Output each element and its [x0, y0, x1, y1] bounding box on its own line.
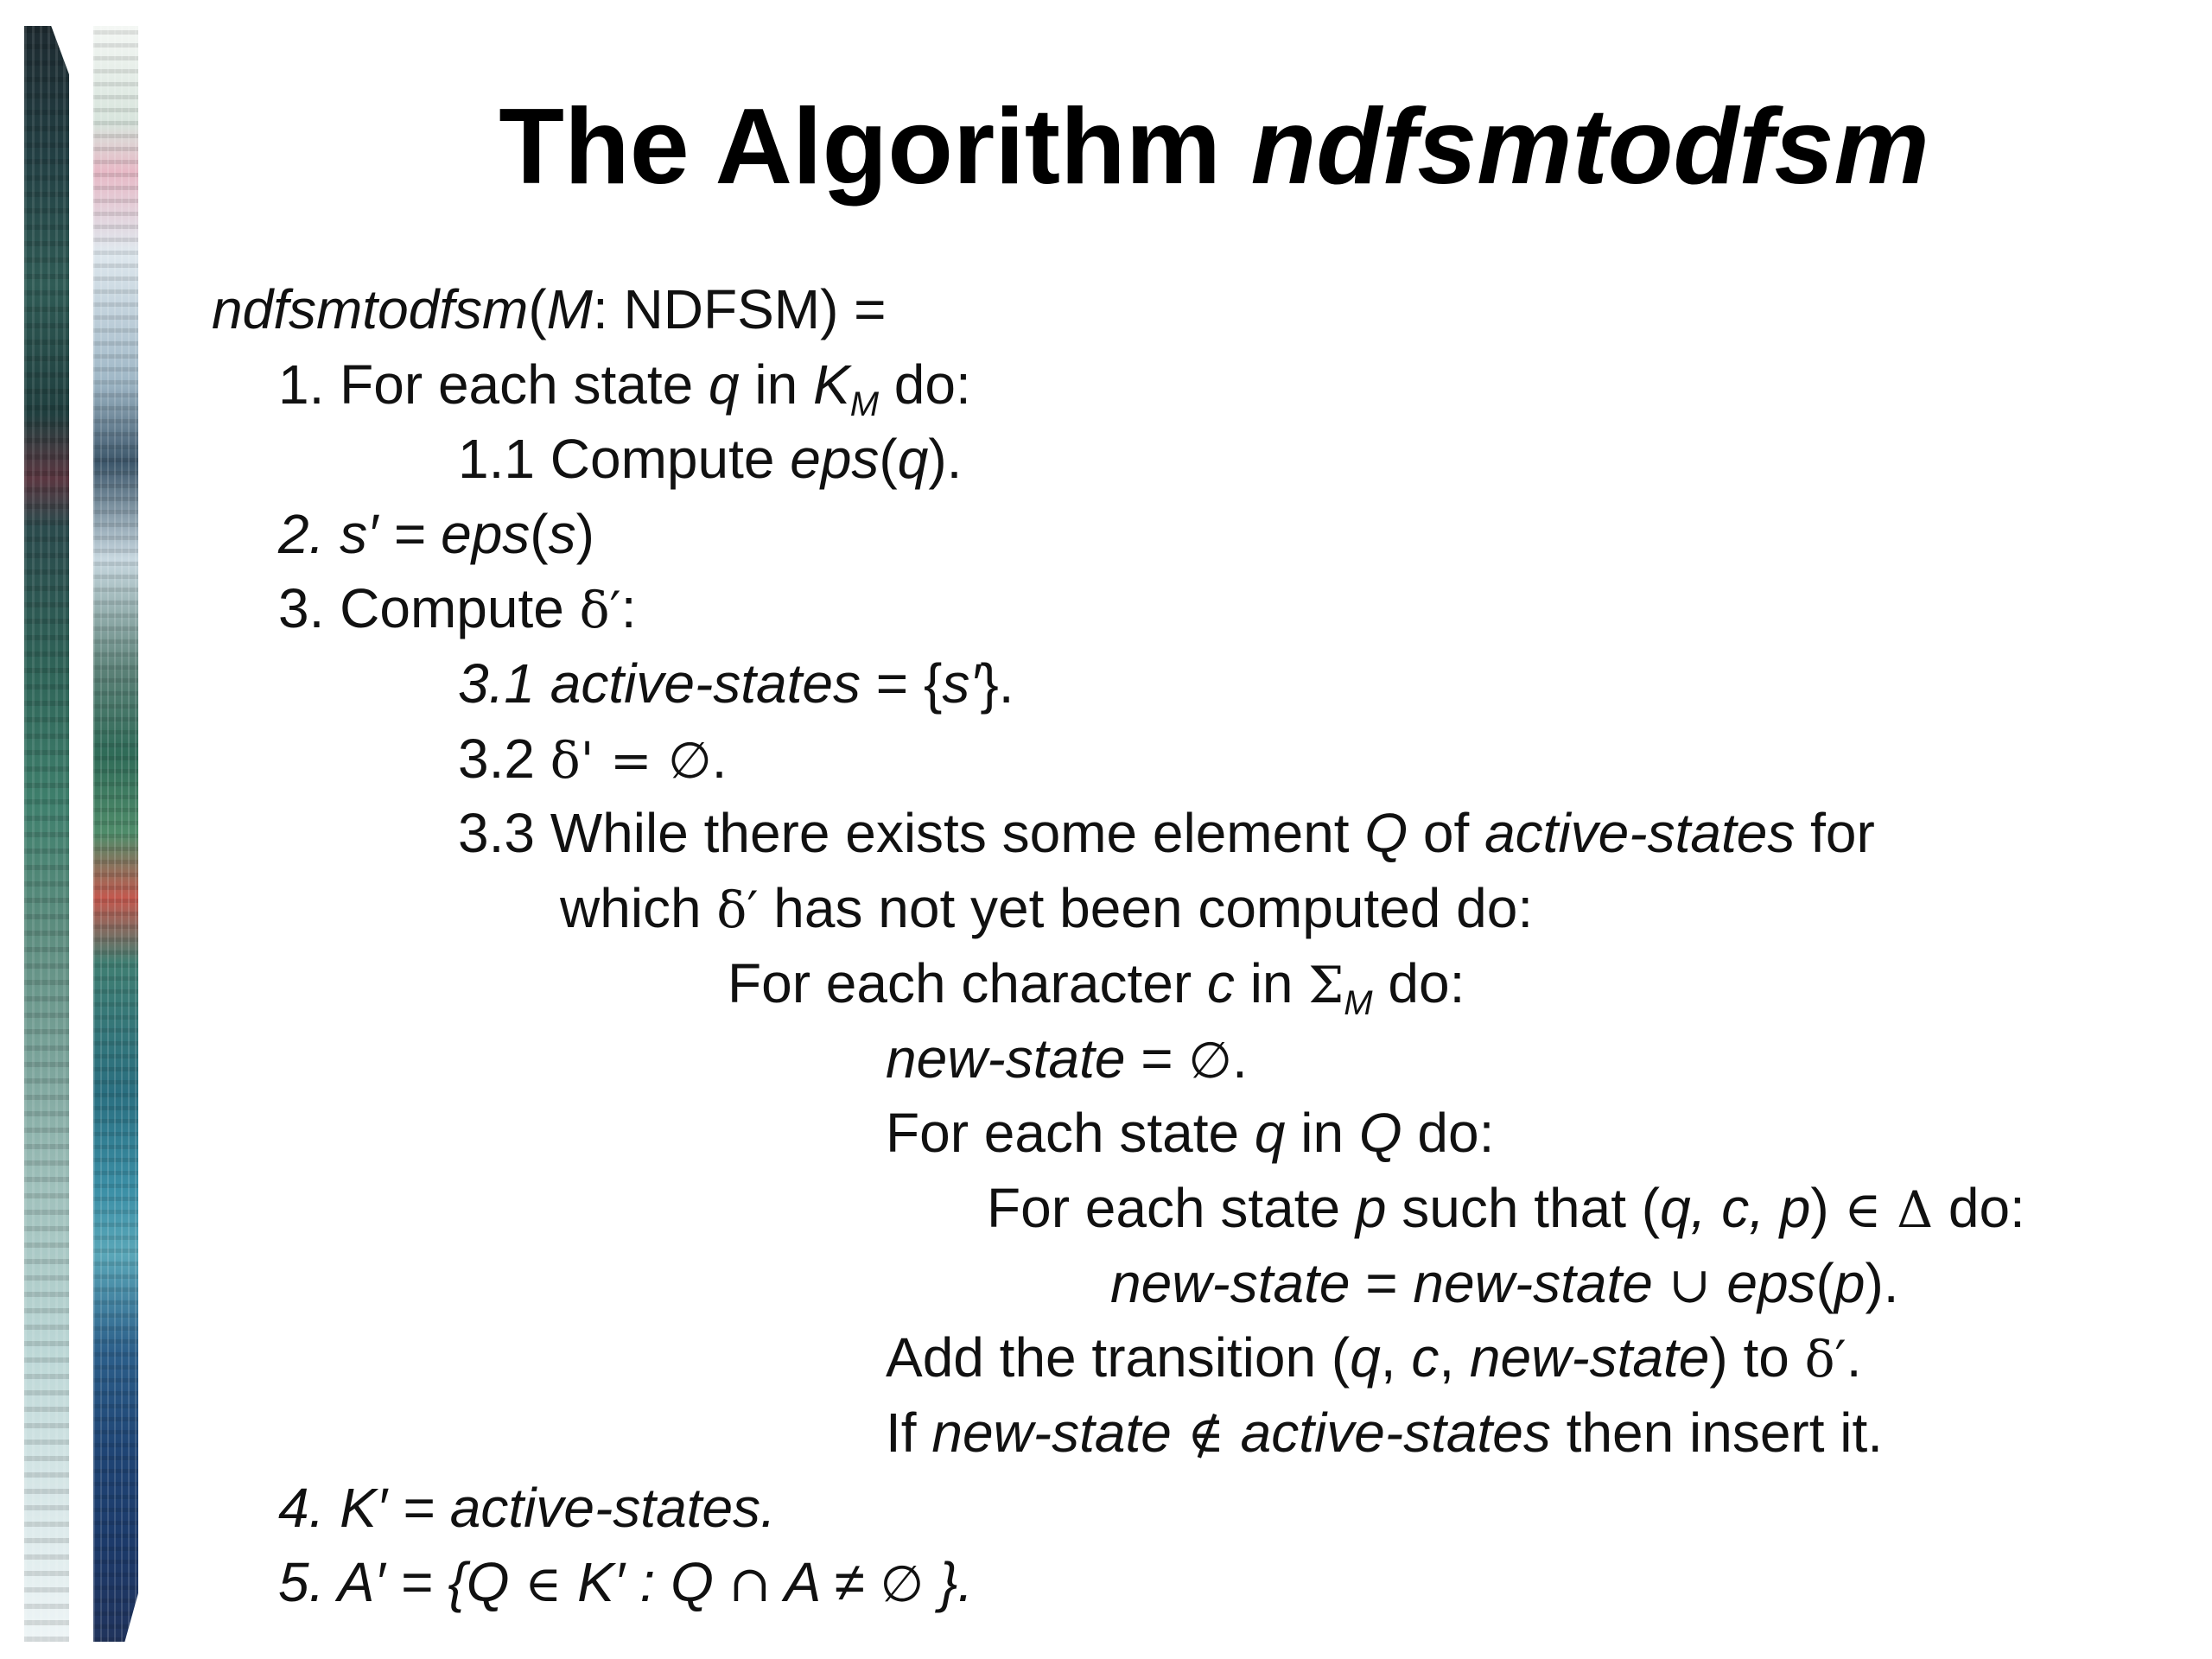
- step-3-3: 3.3 While there exists some element Q of active-states for: [458, 802, 1875, 864]
- insert-if-new: If new-state ∉ active-states then insert it.: [886, 1402, 1884, 1464]
- decorative-strip-right: [93, 26, 138, 1642]
- step-4: 4. K′ = active-states.: [278, 1477, 776, 1539]
- decorative-strip-left: [24, 26, 69, 1642]
- step-3-1: 3.1 active-states = {s′}.: [458, 652, 1014, 715]
- slide-title: The Algorithm ndfsmtodfsm: [499, 87, 1929, 207]
- for-each-state-q: For each state q in Q do:: [886, 1102, 1495, 1164]
- step-3-3-continued: which δ′ has not yet been computed do:: [560, 877, 1534, 939]
- for-each-state-p: For each state p such that (q, c, p) ∈ Δ do:: [987, 1177, 2025, 1239]
- step-3: 3. Compute δ′:: [278, 577, 637, 639]
- step-2: 2. s′ = eps(s): [278, 503, 594, 565]
- new-state-init: new-state = ∅.: [886, 1027, 1248, 1090]
- for-each-character: For each character c in $\Sigma_M$ do:: [728, 952, 1465, 1022]
- step-1-1: 1.1 Compute eps(q).: [458, 428, 963, 490]
- add-transition: Add the transition (q, c, new-state) to δ′.: [886, 1326, 1862, 1389]
- step-1: 1. For each state q in $K_M$ do:: [278, 353, 971, 423]
- new-state-union: new-state = new-state ∪ eps(p).: [1110, 1252, 1899, 1314]
- step-5: 5. A′ = {Q ∈ K′ : Q ∩ A ≠ ∅ }.: [278, 1551, 974, 1613]
- algorithm-signature: ndfsmtodfsm(M: NDFSM) =: [212, 278, 887, 340]
- step-3-2: 3.2 δ' = ∅.: [458, 728, 728, 790]
